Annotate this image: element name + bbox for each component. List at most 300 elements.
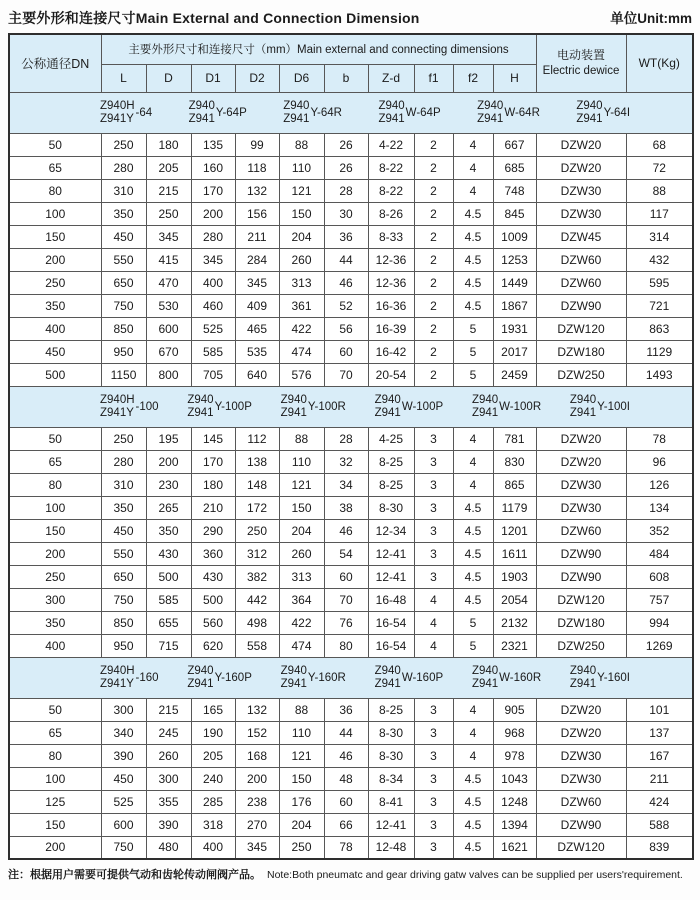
table-cell: 2459: [493, 363, 536, 386]
table-cell: 1009: [493, 225, 536, 248]
table-cell: 2: [414, 156, 453, 179]
table-cell: DZW20: [536, 133, 626, 156]
table-cell: 5: [453, 363, 493, 386]
table-cell: 150: [279, 767, 324, 790]
table-cell: 270: [235, 813, 279, 836]
table-cell: 8-25: [368, 450, 414, 473]
table-cell: 2: [414, 317, 453, 340]
table-cell: 145: [191, 427, 235, 450]
table-cell: 121: [279, 744, 324, 767]
table-cell: 16-39: [368, 317, 414, 340]
table-cell: 8-33: [368, 225, 414, 248]
table-cell: 12-41: [368, 542, 414, 565]
table-cell: 4.5: [453, 271, 493, 294]
dn-column-header: 公称通径DN: [9, 34, 101, 92]
dim-column-header: f1: [414, 64, 453, 92]
table-cell: 1621: [493, 836, 536, 859]
table-cell: 422: [279, 317, 324, 340]
table-cell: 204: [279, 225, 324, 248]
table-row: [9, 744, 693, 767]
table-cell: 3: [414, 542, 453, 565]
table-cell: 2: [414, 133, 453, 156]
table-cell: 2: [414, 179, 453, 202]
table-cell: DZW90: [536, 294, 626, 317]
table-cell: 3: [414, 450, 453, 473]
table-cell: 200: [191, 202, 235, 225]
group-header-row: [9, 657, 693, 698]
table-cell: 16-36: [368, 294, 414, 317]
table-cell: DZW60: [536, 248, 626, 271]
table-cell: 165: [191, 698, 235, 721]
table-cell: 52: [324, 294, 368, 317]
table-cell: 450: [101, 225, 146, 248]
table-cell: 705: [191, 363, 235, 386]
table-cell: 4.5: [453, 813, 493, 836]
table-row: [9, 363, 693, 386]
table-cell: DZW60: [536, 519, 626, 542]
table-cell: 350: [9, 611, 101, 634]
table-cell: 8-26: [368, 202, 414, 225]
table-cell: 345: [235, 836, 279, 859]
dimensions-span-header: 主要外形尺寸和连接尺寸（mm）Main external and connecting dimensions: [101, 34, 536, 64]
table-cell: 260: [146, 744, 191, 767]
table-cell: 2: [414, 202, 453, 225]
table-row: [9, 340, 693, 363]
table-cell: 800: [146, 363, 191, 386]
table-cell: 170: [191, 450, 235, 473]
table-cell: DZW20: [536, 698, 626, 721]
model-designation: Z940 Z941 Y-160I: [569, 664, 630, 690]
table-cell: 200: [235, 767, 279, 790]
table-cell: 465: [235, 317, 279, 340]
table-cell: 1129: [626, 340, 693, 363]
footnote-cn: 注：根据用户需要可提供气动和齿轮传动闸阀产品。: [8, 869, 261, 881]
table-cell: 46: [324, 519, 368, 542]
table-cell: 50: [9, 427, 101, 450]
model-designation: Z940 Z941 W-64P: [378, 99, 441, 125]
table-cell: 750: [101, 588, 146, 611]
table-cell: 4.5: [453, 496, 493, 519]
table-cell: 16-42: [368, 340, 414, 363]
table-cell: 4: [453, 156, 493, 179]
weight-column-header: WT(Kg): [626, 34, 693, 92]
table-cell: DZW120: [536, 588, 626, 611]
table-cell: 32: [324, 450, 368, 473]
model-designation: Z940H Z941Y -100: [100, 393, 159, 419]
table-cell: 134: [626, 496, 693, 519]
table-cell: 88: [279, 427, 324, 450]
table-cell: 284: [235, 248, 279, 271]
table-cell: 5: [453, 317, 493, 340]
table-cell: 4.5: [453, 790, 493, 813]
table-cell: 345: [146, 225, 191, 248]
table-cell: 2321: [493, 634, 536, 657]
table-cell: 310: [101, 473, 146, 496]
dim-column-header: H: [493, 64, 536, 92]
electric-device-column-header: [536, 34, 626, 92]
table-cell: 4.5: [453, 542, 493, 565]
model-designation: Z940 Z941 Y-160P: [187, 664, 252, 690]
table-cell: 168: [235, 744, 279, 767]
table-cell: DZW90: [536, 542, 626, 565]
dim-column-header: L: [101, 64, 146, 92]
table-cell: DZW30: [536, 179, 626, 202]
table-row: [9, 611, 693, 634]
table-cell: 205: [191, 744, 235, 767]
table-cell: DZW250: [536, 634, 626, 657]
table-cell: 4: [414, 588, 453, 611]
table-body: [9, 92, 693, 859]
table-cell: 1253: [493, 248, 536, 271]
model-designation: Z940 Z941 Y-160R: [280, 664, 346, 690]
table-cell: 450: [101, 519, 146, 542]
table-cell: 460: [191, 294, 235, 317]
model-designation: Z940 Z941 W-160R: [471, 664, 542, 690]
table-cell: 28: [324, 179, 368, 202]
table-cell: 210: [191, 496, 235, 519]
table-cell: 78: [626, 427, 693, 450]
table-cell: DZW180: [536, 340, 626, 363]
table-cell: 863: [626, 317, 693, 340]
table-row: [9, 836, 693, 859]
table-cell: 450: [101, 767, 146, 790]
table-cell: 250: [101, 133, 146, 156]
table-cell: 12-41: [368, 813, 414, 836]
table-cell: 595: [626, 271, 693, 294]
table-cell: 16-54: [368, 634, 414, 657]
table-cell: 535: [235, 340, 279, 363]
table-cell: 3: [414, 496, 453, 519]
table-cell: 3: [414, 790, 453, 813]
table-cell: 5: [453, 634, 493, 657]
table-cell: 424: [626, 790, 693, 813]
table-cell: 215: [146, 698, 191, 721]
table-cell: 3: [414, 519, 453, 542]
table-cell: 1867: [493, 294, 536, 317]
table-cell: DZW30: [536, 202, 626, 225]
table-cell: 525: [101, 790, 146, 813]
table-cell: 250: [279, 836, 324, 859]
table-header-row-1: [9, 34, 693, 64]
table-cell: 16-54: [368, 611, 414, 634]
table-cell: 345: [235, 271, 279, 294]
table-cell: 530: [146, 294, 191, 317]
model-designation: Z940 Z941 W-100R: [471, 393, 542, 419]
dim-column-header: f2: [453, 64, 493, 92]
table-cell: 474: [279, 340, 324, 363]
table-cell: 750: [101, 294, 146, 317]
table-row: [9, 317, 693, 340]
table-cell: 3: [414, 836, 453, 859]
table-row: [9, 790, 693, 813]
table-cell: 1493: [626, 363, 693, 386]
table-cell: 99: [235, 133, 279, 156]
table-cell: 70: [324, 363, 368, 386]
table-row: [9, 202, 693, 225]
table-cell: 1449: [493, 271, 536, 294]
table-cell: 150: [279, 202, 324, 225]
electric-device-header-en: Electric dewice: [542, 64, 620, 77]
table-cell: 80: [324, 634, 368, 657]
table-cell: 88: [626, 179, 693, 202]
table-cell: 180: [191, 473, 235, 496]
table-cell: 450: [9, 340, 101, 363]
table-cell: 8-41: [368, 790, 414, 813]
table-cell: 211: [626, 767, 693, 790]
table-cell: 500: [191, 588, 235, 611]
table-cell: 845: [493, 202, 536, 225]
table-cell: 5: [453, 340, 493, 363]
table-cell: 905: [493, 698, 536, 721]
table-cell: 211: [235, 225, 279, 248]
table-cell: 132: [235, 698, 279, 721]
table-cell: 4.5: [453, 767, 493, 790]
table-cell: 382: [235, 565, 279, 588]
table-cell: 313: [279, 271, 324, 294]
table-cell: 585: [146, 588, 191, 611]
unit-label: 单位Unit:mm: [610, 11, 692, 26]
table-cell: 12-36: [368, 271, 414, 294]
table-cell: 44: [324, 248, 368, 271]
table-cell: 80: [9, 744, 101, 767]
table-cell: 200: [9, 248, 101, 271]
table-cell: 3: [414, 565, 453, 588]
table-cell: 8-30: [368, 744, 414, 767]
table-row: [9, 496, 693, 519]
table-cell: 781: [493, 427, 536, 450]
table-cell: 600: [101, 813, 146, 836]
table-cell: 250: [146, 202, 191, 225]
table-row: [9, 698, 693, 721]
table-cell: 8-30: [368, 721, 414, 744]
table-cell: 8-30: [368, 496, 414, 519]
table-cell: 60: [324, 565, 368, 588]
table-cell: 121: [279, 473, 324, 496]
table-cell: 750: [101, 836, 146, 859]
table-cell: 4-25: [368, 427, 414, 450]
table-cell: 60: [324, 790, 368, 813]
table-cell: 1150: [101, 363, 146, 386]
table-cell: 126: [626, 473, 693, 496]
model-designation: Z940H Z941Y -160: [100, 664, 159, 690]
table-cell: 442: [235, 588, 279, 611]
table-cell: 3: [414, 427, 453, 450]
table-cell: 5: [453, 611, 493, 634]
table-row: [9, 294, 693, 317]
table-cell: 318: [191, 813, 235, 836]
table-cell: 195: [146, 427, 191, 450]
table-cell: 4.5: [453, 225, 493, 248]
table-row: [9, 588, 693, 611]
table-cell: 525: [191, 317, 235, 340]
table-cell: 415: [146, 248, 191, 271]
table-cell: 205: [146, 156, 191, 179]
table-row: [9, 450, 693, 473]
table-cell: 4: [414, 634, 453, 657]
table-cell: 170: [191, 179, 235, 202]
table-cell: 285: [191, 790, 235, 813]
table-cell: 200: [9, 542, 101, 565]
table-cell: 30: [324, 202, 368, 225]
table-cell: 34: [324, 473, 368, 496]
table-cell: 978: [493, 744, 536, 767]
table-cell: 12-36: [368, 248, 414, 271]
table-cell: 204: [279, 519, 324, 542]
table-cell: 280: [101, 156, 146, 179]
table-cell: 190: [191, 721, 235, 744]
table-cell: 100: [9, 202, 101, 225]
table-cell: 36: [324, 225, 368, 248]
table-cell: 48: [324, 767, 368, 790]
table-cell: 4.5: [453, 202, 493, 225]
table-cell: 500: [146, 565, 191, 588]
table-cell: 8-25: [368, 698, 414, 721]
table-cell: 312: [235, 542, 279, 565]
table-cell: 265: [146, 496, 191, 519]
table-cell: DZW20: [536, 156, 626, 179]
table-cell: 950: [101, 340, 146, 363]
table-cell: DZW20: [536, 721, 626, 744]
table-cell: 148: [235, 473, 279, 496]
table-cell: 4: [453, 721, 493, 744]
table-cell: 361: [279, 294, 324, 317]
table-cell: 667: [493, 133, 536, 156]
table-cell: 950: [101, 634, 146, 657]
dim-column-header: D6: [279, 64, 324, 92]
group-header-row: [9, 92, 693, 133]
table-cell: 152: [235, 721, 279, 744]
model-designation: Z940 Z941 Y-100I: [569, 393, 630, 419]
footnote-en: Note:Both pneumatc and gear driving gatw valves can be supplied per users'requirement.: [267, 869, 683, 881]
table-cell: 2132: [493, 611, 536, 634]
table-cell: 2: [414, 340, 453, 363]
table-cell: 250: [9, 565, 101, 588]
table-cell: 167: [626, 744, 693, 767]
table-cell: 180: [146, 133, 191, 156]
table-cell: 550: [101, 248, 146, 271]
table-row: [9, 133, 693, 156]
table-cell: 422: [279, 611, 324, 634]
model-designation: Z940 Z941 W-160P: [374, 664, 444, 690]
table-cell: 994: [626, 611, 693, 634]
table-cell: 2: [414, 248, 453, 271]
table-cell: 50: [9, 133, 101, 156]
table-cell: 101: [626, 698, 693, 721]
table-cell: 390: [146, 813, 191, 836]
table-cell: 480: [146, 836, 191, 859]
table-cell: 576: [279, 363, 324, 386]
table-row: [9, 271, 693, 294]
table-cell: DZW20: [536, 450, 626, 473]
table-cell: 96: [626, 450, 693, 473]
dim-column-header: b: [324, 64, 368, 92]
dimension-table: [8, 33, 694, 860]
table-cell: 110: [279, 450, 324, 473]
table-cell: 215: [146, 179, 191, 202]
table-cell: 68: [626, 133, 693, 156]
table-cell: 8-22: [368, 179, 414, 202]
table-cell: DZW180: [536, 611, 626, 634]
table-cell: 2: [414, 271, 453, 294]
table-cell: 1043: [493, 767, 536, 790]
table-cell: 409: [235, 294, 279, 317]
table-cell: 390: [101, 744, 146, 767]
table-cell: 88: [279, 698, 324, 721]
table-cell: 1903: [493, 565, 536, 588]
table-cell: 125: [9, 790, 101, 813]
table-cell: 3: [414, 767, 453, 790]
table-cell: 430: [146, 542, 191, 565]
table-cell: 1269: [626, 634, 693, 657]
table-cell: 1611: [493, 542, 536, 565]
table-cell: 4.5: [453, 588, 493, 611]
table-cell: 3: [414, 721, 453, 744]
table-cell: DZW120: [536, 317, 626, 340]
table-cell: 4.5: [453, 836, 493, 859]
table-cell: 498: [235, 611, 279, 634]
table-cell: 655: [146, 611, 191, 634]
table-cell: 4-22: [368, 133, 414, 156]
table-cell: 1394: [493, 813, 536, 836]
table-cell: 3: [414, 744, 453, 767]
table-cell: 400: [191, 836, 235, 859]
table-cell: 350: [101, 496, 146, 519]
model-designation: Z940 Z941 Y-64P: [188, 99, 247, 125]
table-cell: DZW30: [536, 496, 626, 519]
table-cell: 80: [9, 473, 101, 496]
table-cell: DZW30: [536, 767, 626, 790]
table-cell: 56: [324, 317, 368, 340]
table-cell: 8-34: [368, 767, 414, 790]
table-cell: 2: [414, 294, 453, 317]
table-cell: 12-34: [368, 519, 414, 542]
table-cell: 50: [9, 698, 101, 721]
table-cell: 132: [235, 179, 279, 202]
table-cell: 250: [235, 519, 279, 542]
table-cell: 300: [146, 767, 191, 790]
table-cell: 350: [101, 202, 146, 225]
table-cell: 1179: [493, 496, 536, 519]
table-cell: 352: [626, 519, 693, 542]
table-cell: 290: [191, 519, 235, 542]
table-cell: 2054: [493, 588, 536, 611]
group-header-row: [9, 386, 693, 427]
table-cell: 968: [493, 721, 536, 744]
table-cell: 650: [101, 565, 146, 588]
table-cell: 4: [453, 179, 493, 202]
table-cell: 345: [191, 248, 235, 271]
table-row: [9, 721, 693, 744]
table-cell: 46: [324, 271, 368, 294]
table-cell: 4.5: [453, 248, 493, 271]
model-designation: Z940 Z941 Y-64I: [576, 99, 631, 125]
table-cell: 20-54: [368, 363, 414, 386]
table-cell: DZW30: [536, 744, 626, 767]
table-cell: 100: [9, 767, 101, 790]
table-cell: 600: [146, 317, 191, 340]
table-cell: 54: [324, 542, 368, 565]
table-cell: 70: [324, 588, 368, 611]
table-cell: 608: [626, 565, 693, 588]
table-cell: 620: [191, 634, 235, 657]
table-cell: 121: [279, 179, 324, 202]
table-row: [9, 813, 693, 836]
table-cell: 88: [279, 133, 324, 156]
table-row: [9, 248, 693, 271]
table-cell: DZW60: [536, 271, 626, 294]
table-cell: 137: [626, 721, 693, 744]
table-cell: DZW250: [536, 363, 626, 386]
